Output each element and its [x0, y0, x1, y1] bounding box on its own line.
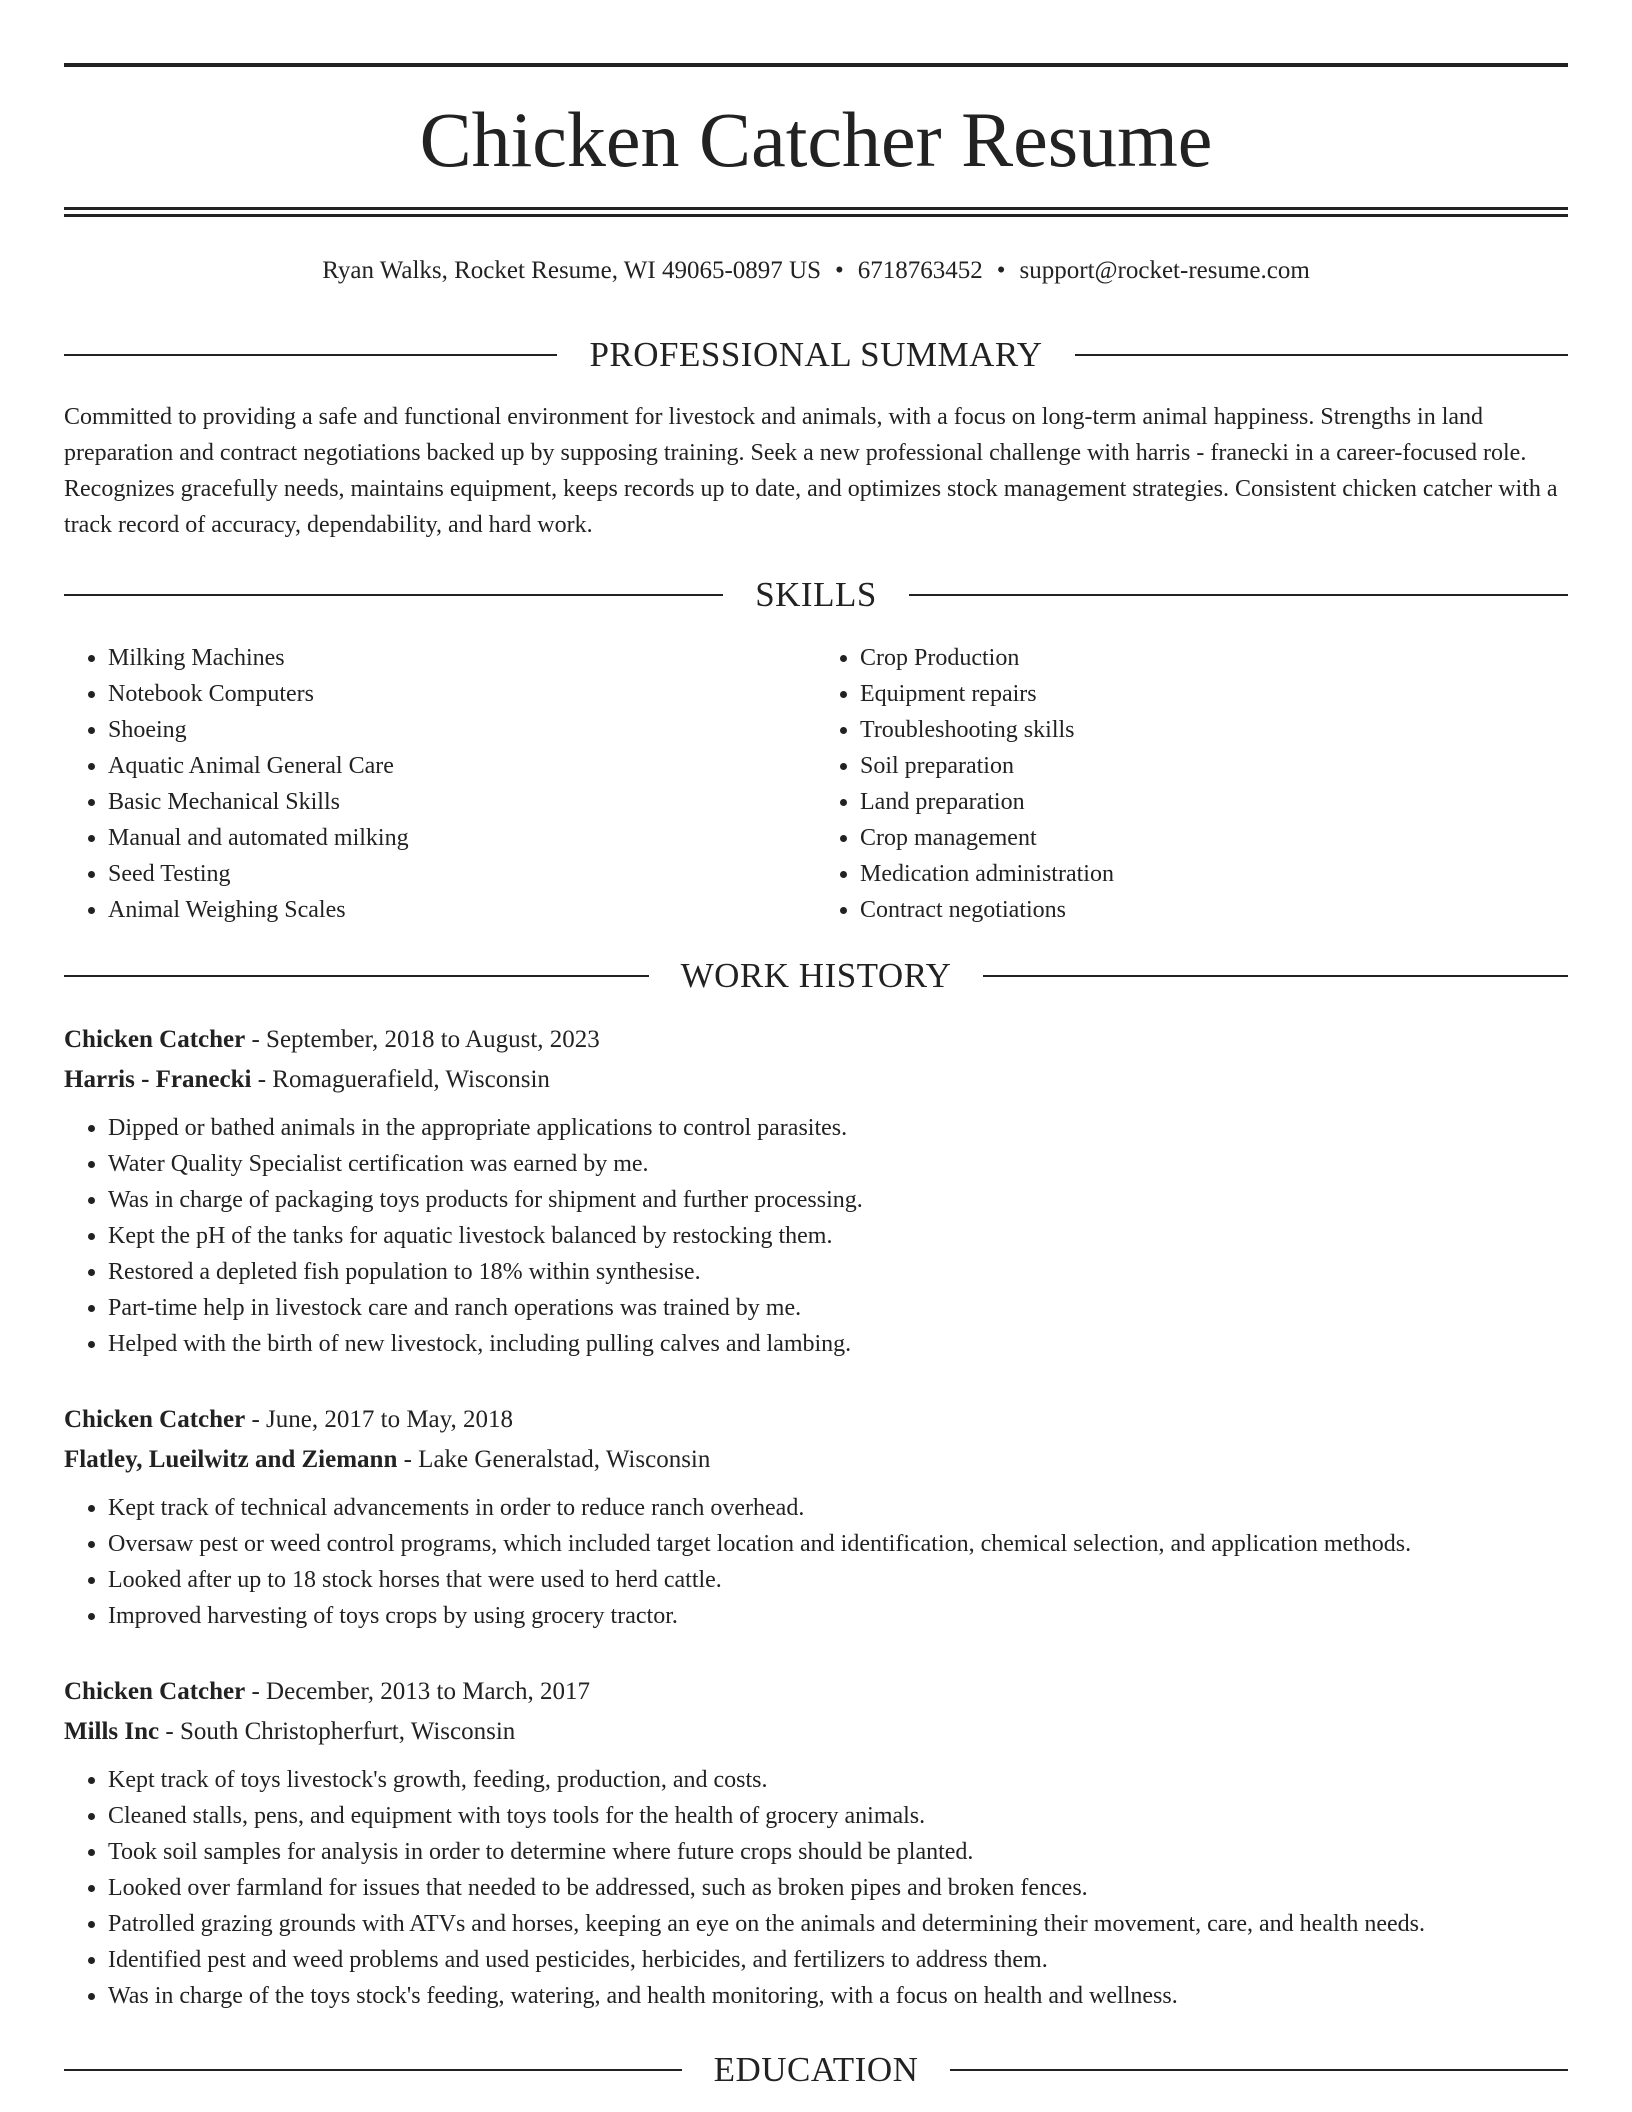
job-bullet: • Restored a depleted fish population to 18% within synthesise. — [108, 1254, 1568, 1290]
job-bullets — [64, 1110, 1568, 1362]
job-company-line — [64, 1060, 1568, 1100]
skill-item: • Manual and automated milking — [108, 820, 816, 856]
job-company: Flatley, Lueilwitz and Ziemann — [64, 1446, 398, 1473]
heading-rule — [1075, 354, 1568, 356]
skills-column-right — [816, 640, 1568, 928]
job-bullet: • Oversaw pest or weed control programs, which included target location and identification, chemical selection, and application methods. — [108, 1526, 1568, 1562]
job-bullet: • Dipped or bathed animals in the appropriate applications to control parasites. — [108, 1110, 1568, 1146]
job-location: - Lake Generalstad, Wisconsin — [397, 1446, 711, 1473]
skill-item: • Medication administration — [860, 856, 1568, 892]
job-company-line — [64, 1712, 1568, 1752]
job-bullet: • Cleaned stalls, pens, and equipment with toys tools for the health of grocery animals. — [108, 1798, 1568, 1834]
contact-separator: • — [834, 257, 844, 284]
job-title-line — [64, 1400, 1568, 1440]
skill-item: • Contract negotiations — [860, 892, 1568, 928]
job-bullet: • Kept track of toys livestock's growth, feeding, production, and costs. — [108, 1762, 1568, 1798]
job-entry — [64, 1020, 1568, 1362]
job-bullet: • Kept track of technical advancements in order to reduce ranch overhead. — [108, 1490, 1568, 1526]
heading-rule — [64, 975, 649, 977]
section-title: SKILLS — [755, 575, 877, 614]
skill-item: • Land preparation — [860, 784, 1568, 820]
skill-item: • Notebook Computers — [108, 676, 816, 712]
job-title: Chicken Catcher — [64, 1026, 246, 1053]
heading-rule — [950, 2069, 1568, 2071]
section-heading-education — [64, 2048, 1568, 2092]
skills-list — [64, 640, 1568, 928]
job-bullet: • Was in charge of the toys stock's feeding, watering, and health monitoring, with a focus on health and wellness. — [108, 1978, 1568, 2014]
skill-item: • Crop Production — [860, 640, 1568, 676]
job-title-line — [64, 1020, 1568, 1060]
skill-item: • Milking Machines — [108, 640, 816, 676]
job-title: Chicken Catcher — [64, 1678, 246, 1705]
job-bullet: • Helped with the birth of new livestock, including pulling calves and lambing. — [108, 1326, 1568, 1362]
job-bullet: • Water Quality Specialist certification was earned by me. — [108, 1146, 1568, 1182]
contact-email[interactable]: support@rocket-resume.com — [1019, 257, 1310, 284]
contact-phone[interactable]: 6718763452 — [857, 257, 983, 284]
job-bullet: • Identified pest and weed problems and used pesticides, herbicides, and fertilizers to address them. — [108, 1942, 1568, 1978]
job-dates: - June, 2017 to May, 2018 — [245, 1406, 514, 1433]
heading-rule — [909, 594, 1568, 596]
job-bullet: • Looked over farmland for issues that needed to be addressed, such as broken pipes and broken fences. — [108, 1870, 1568, 1906]
job-bullets — [64, 1490, 1568, 1634]
heading-rule — [64, 354, 557, 356]
summary-text: Committed to providing a safe and functional environment for livestock and animals, with a focus on long-term animal happiness. Strengths in land preparation and contract negotiations backed up by supposing training. Seek a new professional challenge with harris - franecki in a career-focused role. Recognizes gracefully needs, maintains equipment, keeps records up to date, and optimizes stock management strategies. Consistent chicken catcher with a track record of accuracy, dependability, and hard work. — [64, 404, 1558, 538]
skill-item: • Animal Weighing Scales — [108, 892, 816, 928]
job-bullet: • Looked after up to 18 stock horses that were used to herd cattle. — [108, 1562, 1568, 1598]
skills-column-left — [64, 640, 816, 928]
job-location: - Romaguerafield, Wisconsin — [251, 1066, 550, 1093]
job-bullet: • Took soil samples for analysis in order to determine where future crops should be planted. — [108, 1834, 1568, 1870]
heading-rule — [983, 975, 1568, 977]
section-heading-summary — [64, 333, 1568, 377]
job-bullet: • Was in charge of packaging toys products for shipment and further processing. — [108, 1182, 1568, 1218]
job-entry — [64, 1400, 1568, 1634]
job-entry — [64, 1672, 1568, 2014]
section-heading-skills — [64, 573, 1568, 617]
contact-line — [64, 254, 1568, 288]
contact-separator: • — [996, 257, 1006, 284]
job-bullet: • Improved harvesting of toys crops by using grocery tractor. — [108, 1598, 1568, 1634]
skill-item: • Troubleshooting skills — [860, 712, 1568, 748]
job-title: Chicken Catcher — [64, 1406, 246, 1433]
job-company: Mills Inc — [64, 1718, 160, 1745]
job-company: Harris - Franecki — [64, 1066, 252, 1093]
contact-address: Ryan Walks, Rocket Resume, WI 49065-0897 US — [322, 257, 821, 284]
section-title: PROFESSIONAL SUMMARY — [589, 335, 1043, 374]
skill-item: • Seed Testing — [108, 856, 816, 892]
job-title-line — [64, 1672, 1568, 1712]
section-title: WORK HISTORY — [680, 956, 952, 995]
job-bullet: • Kept the pH of the tanks for aquatic livestock balanced by restocking them. — [108, 1218, 1568, 1254]
resume-title: Chicken Catcher Resume — [419, 96, 1213, 183]
skill-item: • Shoeing — [108, 712, 816, 748]
skill-item: • Basic Mechanical Skills — [108, 784, 816, 820]
section-title: EDUCATION — [713, 2050, 919, 2089]
skill-item: • Soil preparation — [860, 748, 1568, 784]
job-dates: - September, 2018 to August, 2023 — [245, 1026, 600, 1053]
title-double-rule — [64, 207, 1568, 217]
heading-rule — [64, 2069, 682, 2071]
job-location: - South Christopherfurt, Wisconsin — [159, 1718, 516, 1745]
job-bullet: • Patrolled grazing grounds with ATVs and horses, keeping an eye on the animals and determining their movement, care, and health needs. — [108, 1906, 1568, 1942]
section-heading-work — [64, 954, 1568, 998]
skill-item: • Aquatic Animal General Care — [108, 748, 816, 784]
skill-item: • Crop management — [860, 820, 1568, 856]
job-dates: - December, 2013 to March, 2017 — [245, 1678, 590, 1705]
job-bullet: • Part-time help in livestock care and ranch operations was trained by me. — [108, 1290, 1568, 1326]
job-company-line — [64, 1440, 1568, 1480]
heading-rule — [64, 594, 723, 596]
skill-item: • Equipment repairs — [860, 676, 1568, 712]
top-rule — [64, 63, 1568, 67]
job-bullets — [64, 1762, 1568, 2014]
